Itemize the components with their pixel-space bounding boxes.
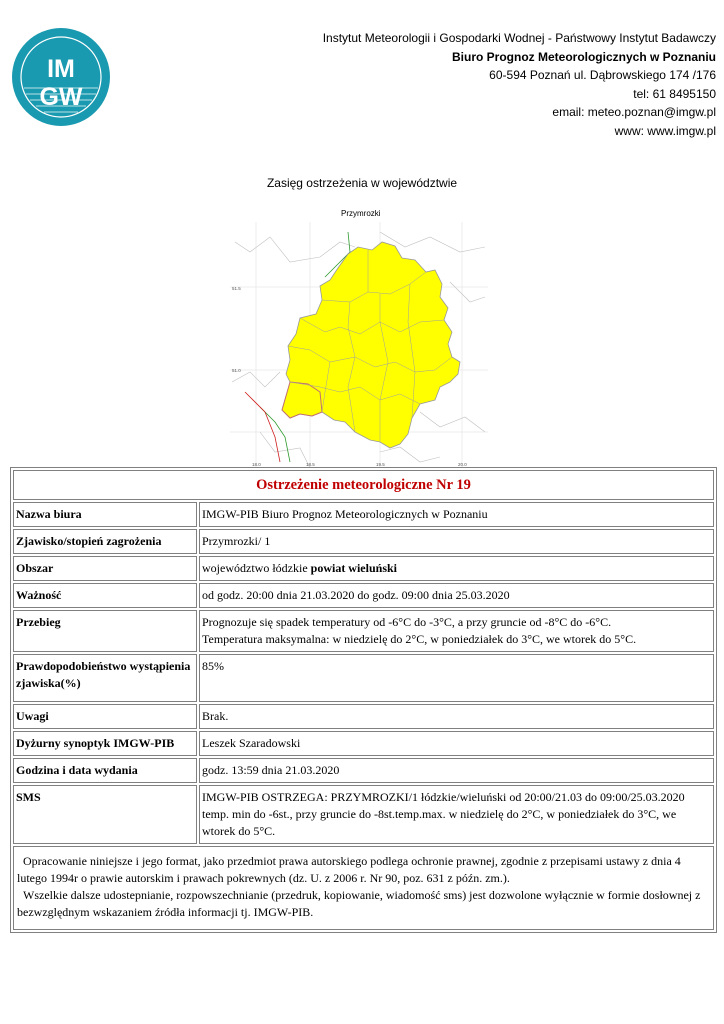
institute-header [323,29,716,141]
row-value [199,556,714,581]
section-title: Zasięg ostrzeżenia w województwie [266,176,458,190]
map-title: Przymrozki [341,209,381,218]
row-value: IMGW-PIB Biuro Prognoz Meteorologicznych w Poznaniu [199,502,714,527]
row-label: SMS [13,785,197,844]
table-row [13,846,714,930]
copyright-text-2: Wszelkie dalsze udostepnianie, rozpowszechnianie (przedruk, kopiowanie, wiadomość sms) jest dozwolone wyłącznie w formie dosłownej z bezwzględnym wskazaniem źródła informacji tj. IMGW-PIB. [17,888,701,919]
row-label: Zjawisko/stopień zagrożenia [13,529,197,554]
office-name: Biuro Prognoz Meteorologicznych w Poznaniu [451,49,716,64]
svg-text:18.5: 18.5 [306,462,315,467]
logo-text-bottom: GW [39,83,83,111]
table-row [13,556,714,581]
svg-text:18.0: 18.0 [252,462,261,467]
svg-text:51.0: 51.0 [232,368,241,373]
warning-table [10,467,717,933]
row-value: IMGW-PIB OSTRZEGA: PRZYMROZKI/1 łódzkie/wieluński od 20:00/21.03 do 09:00/25.03.2020 temp. min do -6st., przy gruncie do -8st.temp.max. w niedzielę do 2°C, w poniedziałek do 3°C, we wtorek do 5°C. [199,785,714,844]
table-row [13,758,714,783]
row-label: Ważność [13,583,197,608]
table-row [13,610,714,652]
row-label: Obszar [13,556,197,581]
row-label: Przebieg [13,610,197,652]
course-text-1: Prognozuje się spadek temperatury od -6°C do -3°C, a przy gruncie od -8°C do -6°C. [202,615,612,629]
logo-text-top: IM [47,55,75,83]
course-text-2: Temperatura maksymalna: w niedzielę do 2°C, w poniedziałek do 3°C, we wtorek do 5°C. [202,632,637,646]
warning-title: Ostrzeżenie meteorologiczne Nr 19 [13,470,714,500]
table-row [13,731,714,756]
table-row [13,470,714,500]
row-value: 85% [199,654,714,702]
warning-map [230,222,488,468]
svg-text:19.5: 19.5 [376,462,385,467]
table-row [13,785,714,844]
svg-text:51.5: 51.5 [232,286,241,291]
row-label: Uwagi [13,704,197,729]
email: email: meteo.poznan@imgw.pl [552,105,716,120]
area-county: powiat wieluński [307,561,397,575]
copyright-notice [13,846,714,930]
table-row [13,654,714,702]
phone: tel: 61 8495150 [633,86,716,101]
row-value: Leszek Szaradowski [199,731,714,756]
table-row [13,529,714,554]
row-label: Nazwa biura [13,502,197,527]
row-value: Przymrozki/ 1 [199,529,714,554]
row-value: godz. 13:59 dnia 21.03.2020 [199,758,714,783]
row-value [199,610,714,652]
institute-name: Instytut Meteorologii i Gospodarki Wodnej - Państwowy Instytut Badawczy [322,31,716,45]
svg-text:20.0: 20.0 [458,462,467,467]
copyright-text-1: Opracowanie niniejsze i jego format, jako przedmiot prawa autorskiego podlega ochronie prawnej, zgodnie z przepisami ustawy z dnia 4 lutego 1994r o prawie autorskim i prawach pokrewnych (dz. U. z 2006 r. Nr 90, poz. 631 z późn. zm.). [17,854,681,885]
row-value: od godz. 20:00 dnia 21.03.2020 do godz. 09:00 dnia 25.03.2020 [199,583,714,608]
row-label: Prawdopodobieństwo wystąpienia zjawiska(%) [13,654,197,702]
table-row [13,502,714,527]
row-value: Brak. [199,704,714,729]
table-row [13,704,714,729]
row-label: Godzina i data wydania [13,758,197,783]
area-voivodeship: województwo łódzkie [202,561,308,575]
website: www: www.imgw.pl [614,123,716,138]
imgw-logo [10,26,112,128]
table-row [13,583,714,608]
row-label: Dyżurny synoptyk IMGW-PIB [13,731,197,756]
address: 60-594 Poznań ul. Dąbrowskiego 174 /176 [489,68,716,83]
